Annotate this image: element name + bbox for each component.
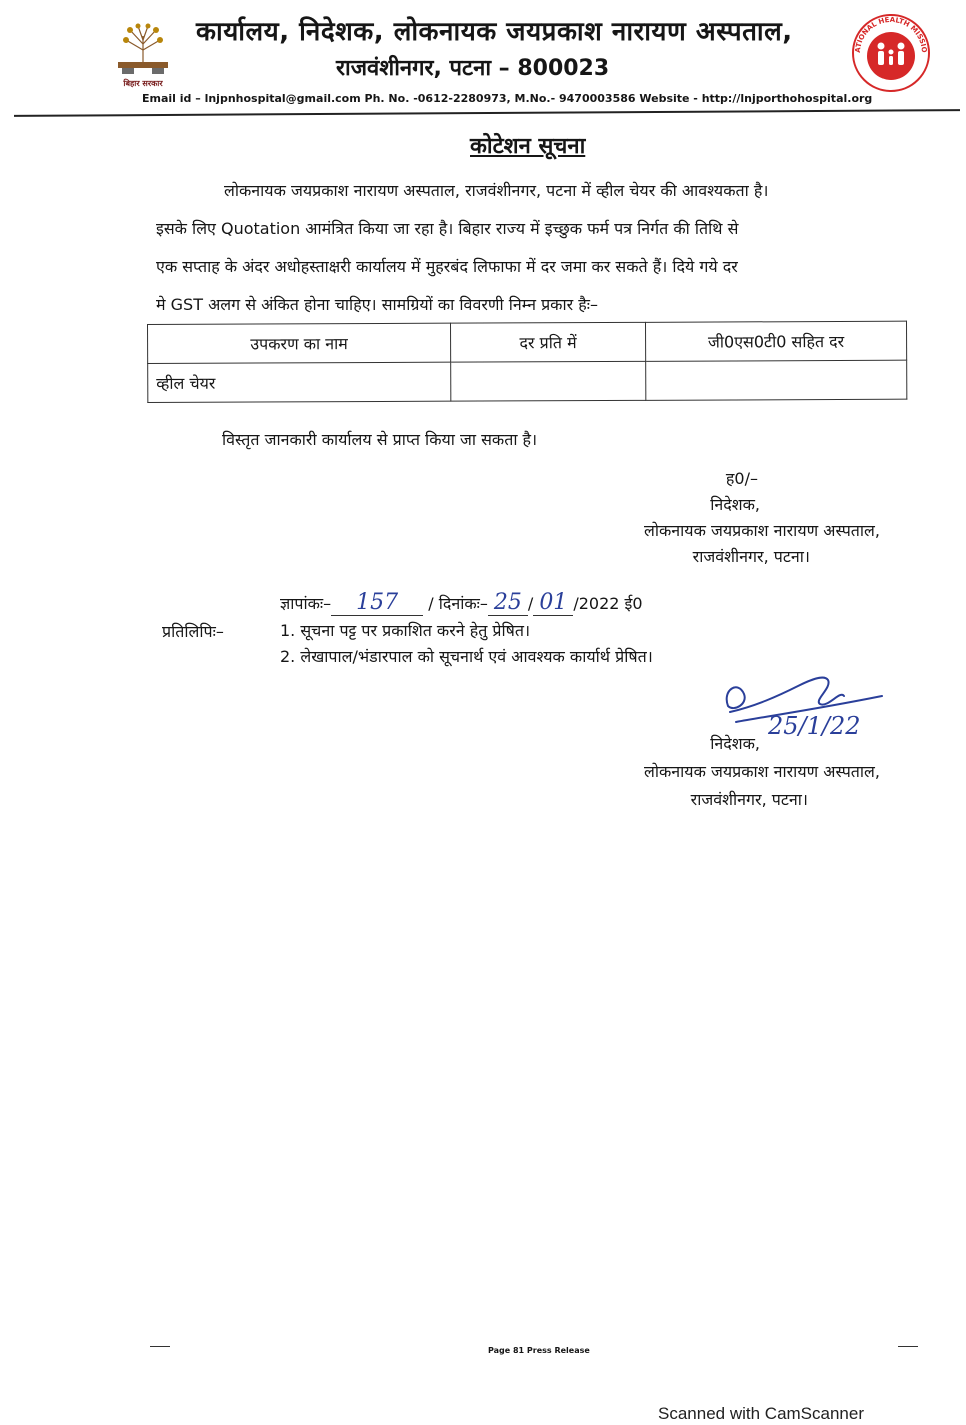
table-cell-rate-gst <box>646 360 907 400</box>
ref-number: 157 <box>331 590 423 616</box>
signature-date: 25/1/22 <box>768 712 861 740</box>
footer-mark-left <box>150 1346 170 1347</box>
table-cell-rate <box>451 361 646 401</box>
designation: निदेशक, <box>710 734 760 753</box>
col-header-item: उपकरण का नाम <box>148 323 451 363</box>
date-day: 25 <box>488 590 528 616</box>
copy-list <box>280 618 653 670</box>
table-header-row <box>148 321 907 363</box>
notice-line: लोकनायक जयप्रकाश नारायण अस्पताल, राजवंशीनगर, पटना में व्हील चेयर की आवश्यकता है। <box>224 181 769 200</box>
office-address: राजवंशीनगर, पटना – 800023 <box>336 56 610 81</box>
date-month: 01 <box>533 590 573 616</box>
ref-label: ज्ञापांकः– <box>280 594 332 613</box>
list-item: 1. सूचना पट्ट पर प्रकाशित करने हेतु प्रेषित। <box>280 621 531 640</box>
signatory-block-1 <box>644 466 880 570</box>
memo-reference: ज्ञापांकः– 157 / दिनांकः– 25 / 01 /2022 ई0 <box>280 590 643 615</box>
sd-mark: ह0/– <box>725 469 758 488</box>
detail-note: विस्तृत जानकारी कार्यालय से प्राप्त किया जा सकता है। <box>222 430 538 449</box>
date-year: /2022 ई0 <box>573 594 643 613</box>
notice-line: एक सप्ताह के अंदर अधोहस्ताक्षरी कार्यालय में मुहरबंद लिफाफा में दर जमा कर सकते हैं। दिये गये दर <box>156 257 738 276</box>
col-header-rate: दर प्रति में <box>450 322 645 362</box>
designation: निदेशक, <box>710 495 760 514</box>
office-heading: कार्यालय, निदेशक, लोकनायक जयप्रकाश नारायण अस्पताल, <box>196 17 793 47</box>
organization: लोकनायक जयप्रकाश नारायण अस्पताल, <box>644 521 880 540</box>
notice-title: कोटेशन सूचना <box>470 134 586 159</box>
copy-label: प्रतिलिपिः– <box>162 622 224 641</box>
contact-line: Email id – lnjpnhospital@gmail.com Ph. No. -0612-2280973, M.No.- 9470003586 Website - http://lnjporthohospital.org <box>142 92 873 105</box>
emblem-caption: बिहार सरकार <box>123 79 163 88</box>
notice-body <box>156 172 912 324</box>
notice-line: मे GST अलग से अंकित होना चाहिए। सामग्रियों का विवरणी निम्न प्रकार हैः– <box>156 295 598 314</box>
footer-mark-right <box>898 1346 918 1347</box>
organization: लोकनायक जयप्रकाश नारायण अस्पताल, <box>644 762 880 781</box>
page-label: Page 81 Press Release <box>488 1346 590 1355</box>
table-row <box>148 360 907 402</box>
nhm-logo <box>850 12 932 94</box>
notice-line: इसके लिए Quotation आमंत्रित किया जा रहा है। बिहार राज्य में इच्छुक फर्म पत्र निर्गत की तिथि से <box>156 219 739 238</box>
place: राजवंशीनगर, पटना। <box>690 790 808 809</box>
nhm-caption: ATIONAL HEALTH MISSIO <box>853 15 929 54</box>
header-divider <box>14 109 960 117</box>
bihar-govt-emblem <box>108 18 178 90</box>
items-table <box>147 321 907 403</box>
list-item: 2. लेखापाल/भंडारपाल को सूचनार्थ एवं आवश्यक कार्यार्थ प्रेषित। <box>280 647 653 666</box>
table-cell-item: व्हील चेयर <box>148 362 451 402</box>
scanner-watermark: Scanned with CamScanner <box>658 1404 865 1423</box>
date-label: / दिनांकः– <box>428 594 488 613</box>
place: राजवंशीनगर, पटना। <box>692 547 810 566</box>
col-header-rate-gst: जी0एस0टी0 सहित दर <box>645 321 906 361</box>
signatory-block-2 <box>644 730 880 814</box>
